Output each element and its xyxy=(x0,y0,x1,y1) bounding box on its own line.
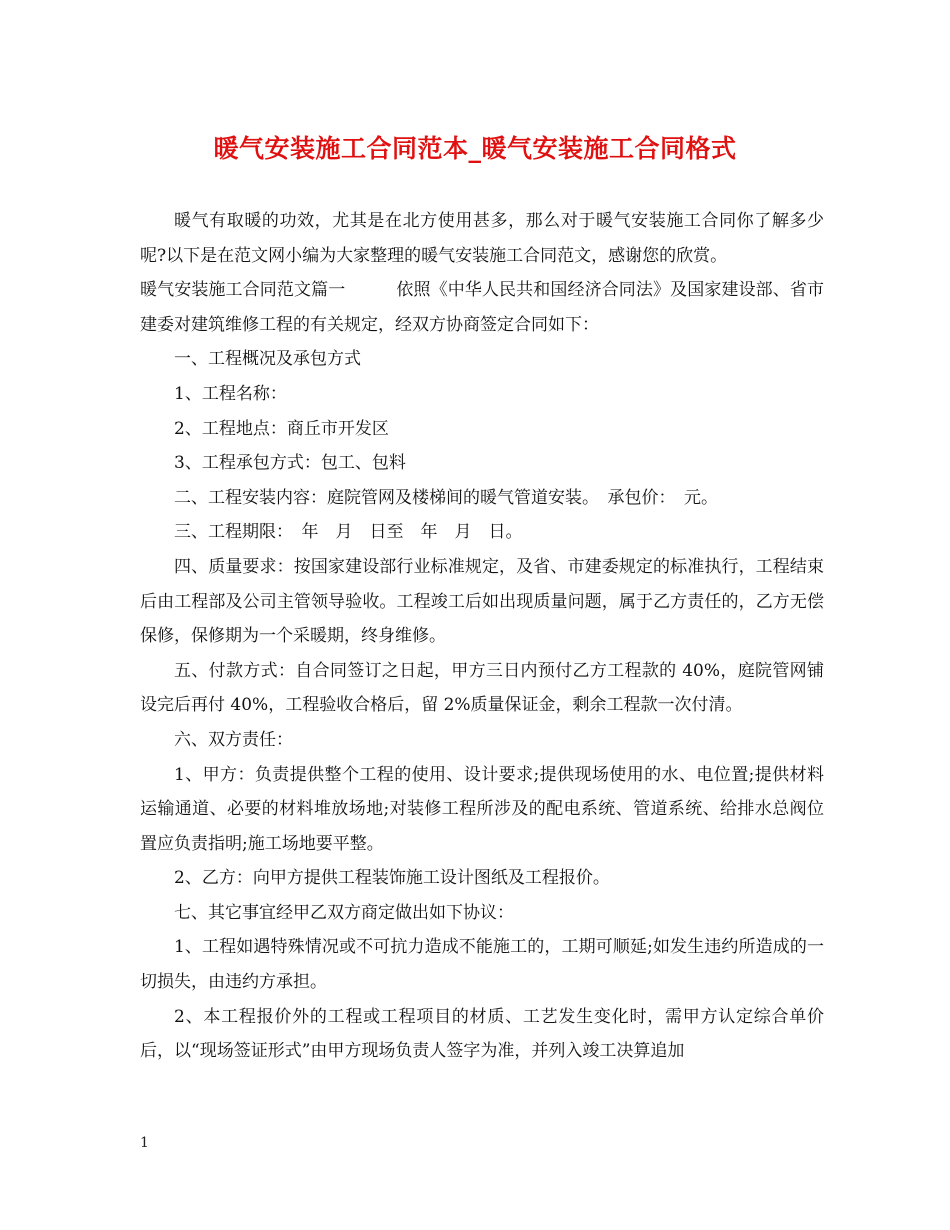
paragraph-project-location: 2、工程地点：商丘市开发区 xyxy=(174,418,389,439)
document-body xyxy=(140,204,824,1069)
paragraph-responsibilities: 六、双方责任： xyxy=(174,729,293,750)
paragraph-contract-method: 3、工程承包方式：包工、包料 xyxy=(174,453,406,474)
paragraph-payment-method: 五、付款方式：自合同签订之日起，甲方三日内预付乙方工程款的 40%，庭院管网铺设完后再付 40%，工程验收合格后，留 2%质量保证金，剩余工程款一次付清。 xyxy=(140,660,824,716)
paragraph-quality-requirements: 四、质量要求：按国家建设部行业标准规定，及省、市建委规定的标准执行，工程结束后由工程部及公司主管领导验收。工程竣工后如出现质量问题，属于乙方责任的，乙方无偿保修，保修期为一个采暖期，终身维修。 xyxy=(140,556,824,647)
paragraph-extra-work: 2、本工程报价外的工程或工程项目的材质、工艺发生变化时，需甲方认定综合单价后，以“现场签证形式”由甲方现场负责人签字为准，并列入竣工决算追加 xyxy=(140,1006,824,1062)
intro-paragraph: 暖气有取暖的功效，尤其是在北方使用甚多，那么对于暖气安装施工合同你了解多少呢?以下是在范文网小编为大家整理的暖气安装施工合同范文，感谢您的欣赏。 xyxy=(140,211,824,266)
paragraph-project-period: 三、工程期限： 年 月 日至 年 月 日。 xyxy=(174,522,523,543)
paragraph-party-b: 2、乙方：向甲方提供工程装饰施工设计图纸及工程报价。 xyxy=(174,868,610,889)
paragraph-force-majeure: 1、工程如遇特殊情况或不可抗力造成不能施工的，工期可顺延;如发生违约所造成的一切损失，由违约方承担。 xyxy=(140,937,824,993)
paragraph-installation-content: 二、工程安装内容：庭院管网及楼梯间的暖气管道安装。 承包价： 元。 xyxy=(174,487,718,508)
document-title: 暖气安装施工合同范本_暖气安装施工合同格式 xyxy=(213,134,737,163)
section-label: 暖气安装施工合同范文篇一 xyxy=(140,280,346,301)
section-intro-paragraph xyxy=(140,273,824,342)
paragraph-party-a: 1、甲方：负责提供整个工程的使用、设计要求;提供现场使用的水、电位置;提供材料运输通道、必要的材料堆放场地;对装修工程所涉及的配电系统、管道系统、给排水总阀位置应负责指明;施工场地要平整。 xyxy=(140,764,824,854)
paragraph-project-name: 1、工程名称： xyxy=(174,383,287,404)
page-number: 1 xyxy=(140,1135,149,1151)
paragraph-other-matters: 七、其它事宜经甲乙双方商定做出如下协议： xyxy=(174,902,514,923)
section-text: 依照《中华人民共和国经济合同法》及国家建设部、省市建委对建筑维修工程的有关规定，经双方协商签定合同如下： xyxy=(140,280,824,335)
paragraph-section-1: 一、工程概况及承包方式 xyxy=(174,349,361,370)
